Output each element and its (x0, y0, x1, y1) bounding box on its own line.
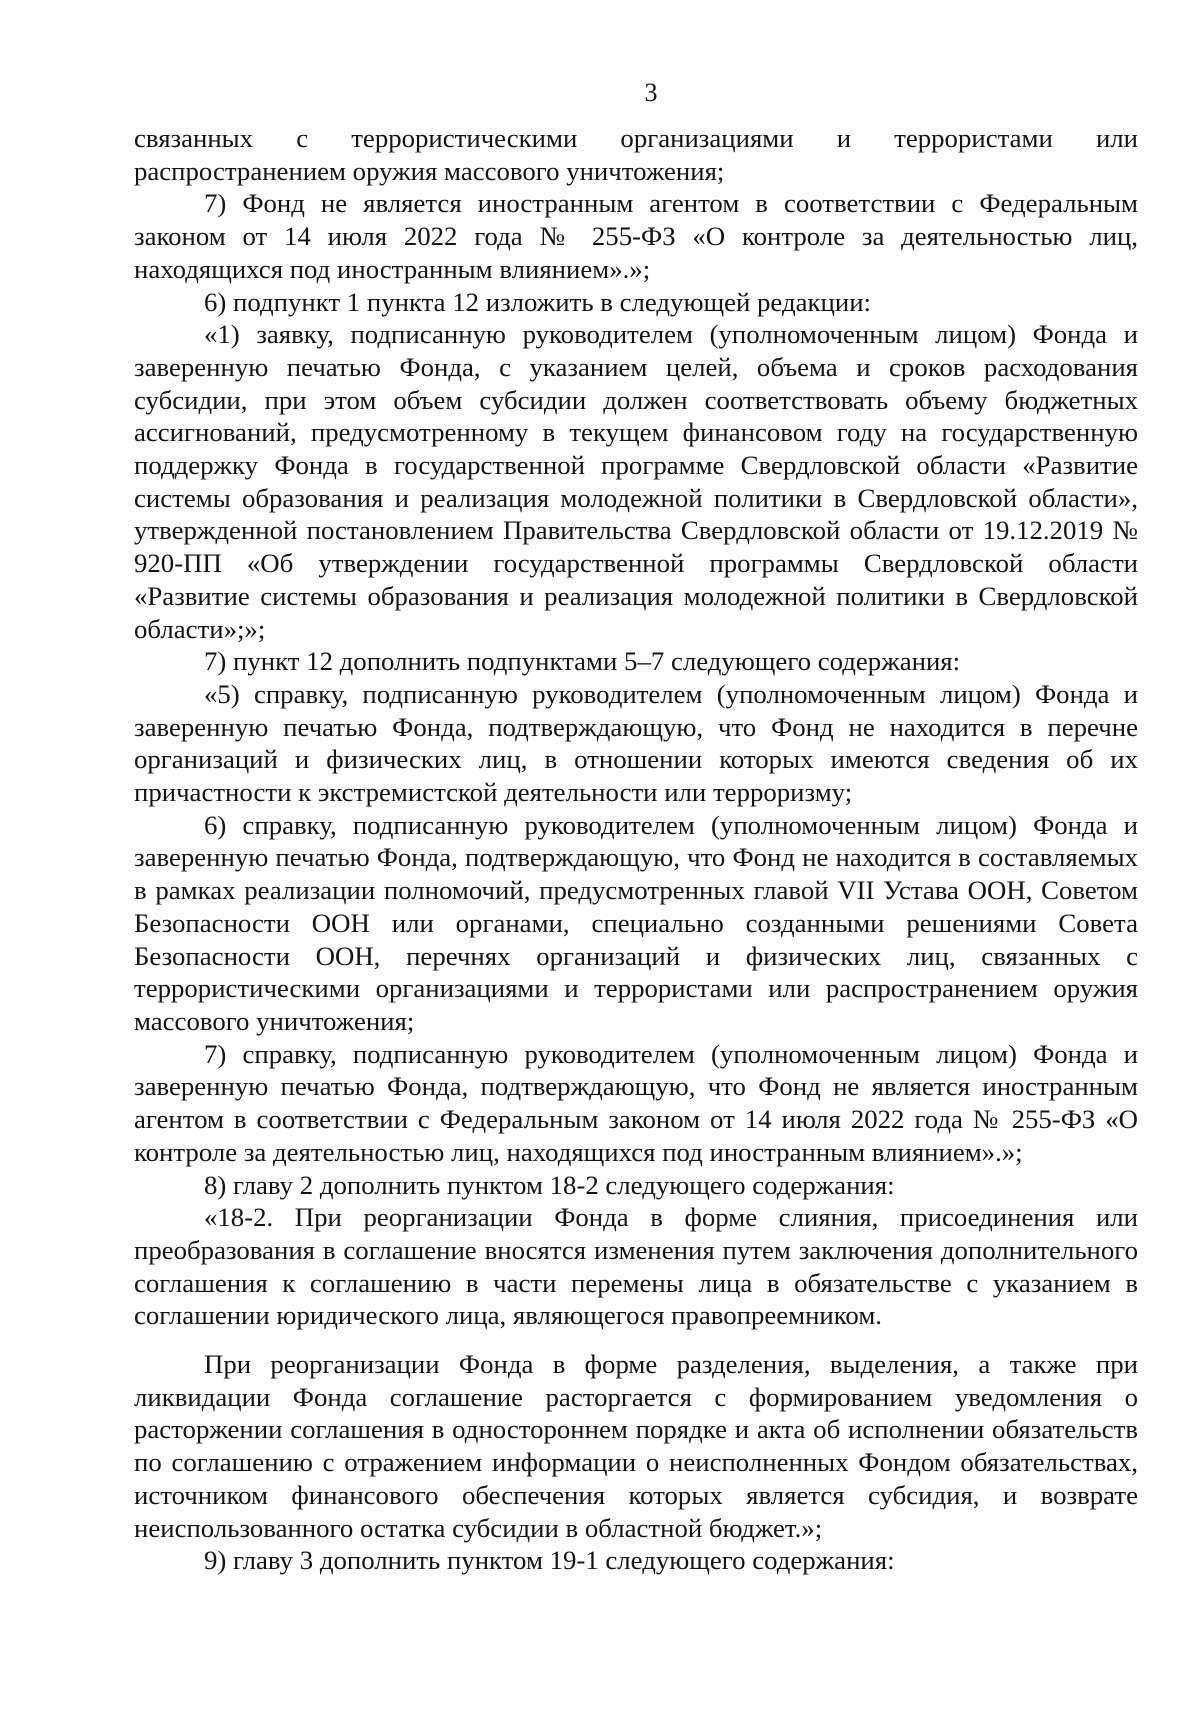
paragraph: 7) пункт 12 дополнить подпунктами 5–7 следующего содержания: (204, 646, 961, 677)
paragraph: 8) главу 2 дополнить пунктом 18-2 следующего содержания: (204, 1169, 895, 1200)
page-number: 3 (644, 78, 658, 107)
paragraph: При реорганизации Фонда в форме разделения, выделения, а также при ликвидации Фонда соглашение расторгается с формированием уведомления о расторжении соглашения в одностороннем порядке и акта об исполнении обязательств по соглашению с отражением информации о неисполненных Фондом обязательствах, источником финансового обеспечения которых является субсидия, и возврате неиспользованного остатка субсидии в областной бюджет.»; (134, 1349, 1138, 1543)
paragraph: 6) подпункт 1 пункта 12 изложить в следующей редакции: (204, 286, 871, 317)
paragraph: «5) справку, подписанную руководителем (уполномоченным лицом) Фонда и заверенную печатью Фонда, подтверждающую, что Фонд не находится в перечне организаций и физических лиц, в отношении которых имеются сведения об их причастности к экстремистской деятельности или терроризму; (134, 678, 1138, 808)
paragraph: 9) главу 3 дополнить пунктом 19-1 следующего содержания: (204, 1545, 895, 1576)
paragraph: 6) справку, подписанную руководителем (уполномоченным лицом) Фонда и заверенную печатью Фонда, подтверждающую, что Фонд не находится в составляемых в рамках реализации полномочий, предусмотренных главой VII Устава ООН, Советом Безопасности ООН или органами, специально созданными решениями Совета Безопасности ООН, перечнях организаций и физических лиц, связанных с террористическими организациями и террористами или распространением оружия массового уничтожения; (134, 809, 1138, 1036)
paragraph: «18-2. При реорганизации Фонда в форме слияния, присоединения или преобразования в соглашение вносятся изменения путем заключения дополнительного соглашения к соглашению в части перемены лица в обязательстве с указанием в соглашении юридического лица, являющегося правопреемником. (134, 1202, 1138, 1331)
paragraph: 7) Фонд не является иностранным агентом в соответствии с Федеральным законом от 14 июля 2022 года № 255-ФЗ «О контроле за деятельностью лиц, находящихся под иностранным влиянием».»; (134, 188, 1138, 284)
paragraph-continuation: связанных с террористическими организациями и террористами или распространением оружия массового уничтожения; (134, 123, 1138, 186)
paragraph: «1) заявку, подписанную руководителем (уполномоченным лицом) Фонда и заверенную печатью Фонда, с указанием целей, объема и сроков расходования субсидии, при этом объем субсидии должен соответствовать объему бюджетных ассигнований, предусмотренному в текущем финансовом году на государственную поддержку Фонда в государственной программе Свердловской области «Развитие системы образования и реализация молодежной политики в Свердловской области», утвержденной постановлением Правительства Свердловской области от 19.12.2019 № 920-ПП «Об утверждении государственной программы Свердловской области «Развитие системы образования и реализация молодежной политики в Свердловской области»;»; (134, 319, 1138, 644)
paragraph: 7) справку, подписанную руководителем (уполномоченным лицом) Фонда и заверенную печатью Фонда, подтверждающую, что Фонд не является иностранным агентом в соответствии с Федеральным законом от 14 июля 2022 года № 255-ФЗ «О контроле за деятельностью лиц, находящихся под иностранным влиянием».»; (134, 1038, 1138, 1167)
document-body (134, 122, 1138, 1577)
